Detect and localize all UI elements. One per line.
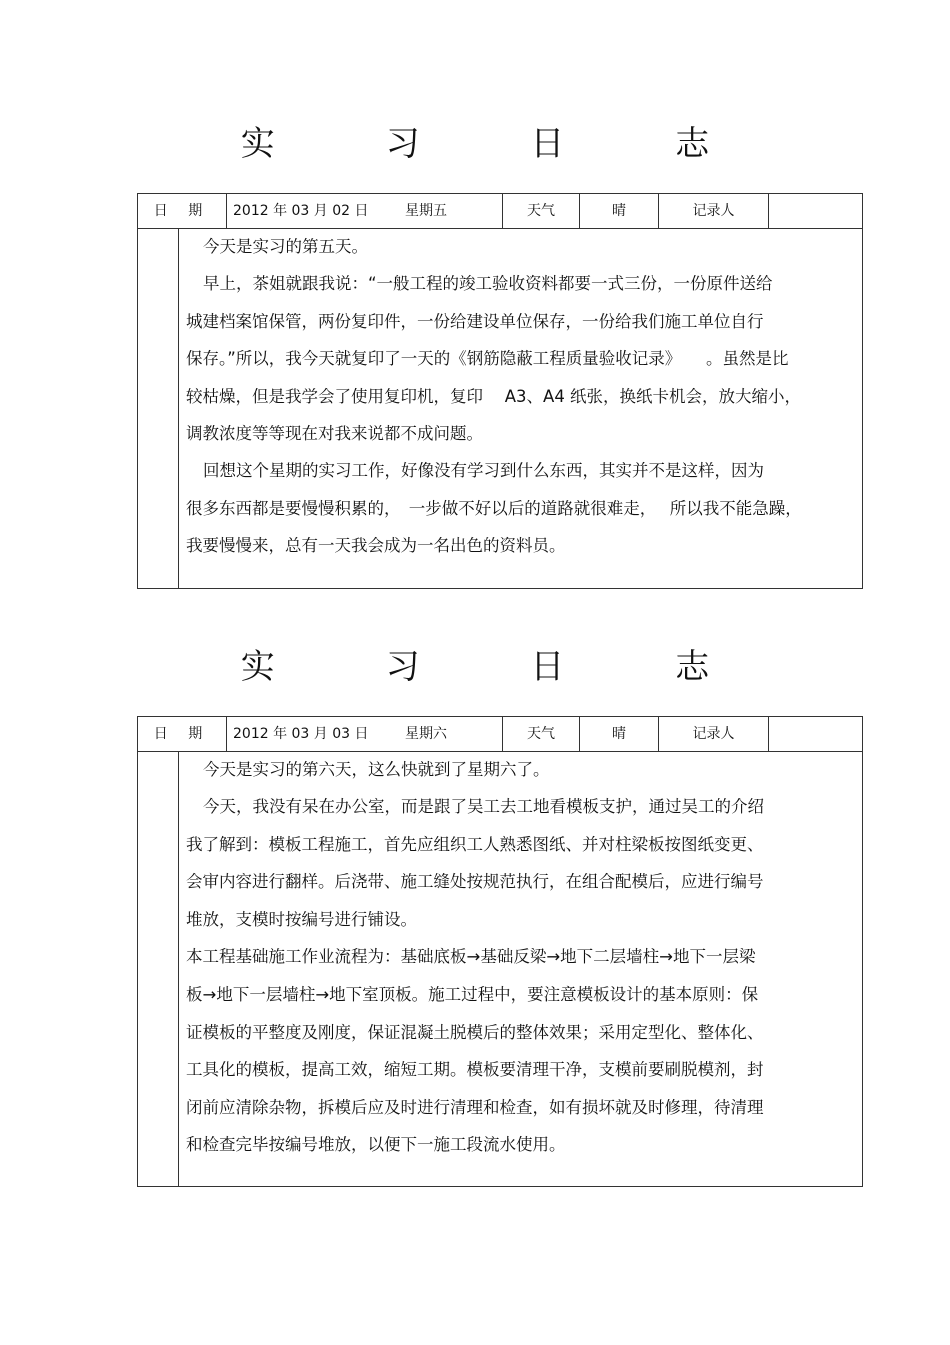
body-line: 本工程基础施工作业流程为：基础底板→基础反梁→地下二层墙柱→地下一层梁 (186, 947, 756, 966)
date-value: 2012 年 03 月 02 日 (233, 203, 369, 219)
header-row (138, 194, 862, 229)
body-line: 闭前应清除杂物，拆模后应及时进行清理和检查，如有损坏就及时修理，待清理 (186, 1098, 764, 1117)
entry-title: 实 习 日 志 (240, 124, 760, 164)
body-line: 我要慢慢来，总有一天我会成为一名出色的资料员。 (186, 536, 566, 555)
date-cell (227, 717, 503, 751)
recorder-label: 记录人 (659, 194, 769, 228)
date-cell (227, 194, 503, 228)
body-line: 保存。”所以，我今天就复印了一天的《钢筋隐蔽工程质量验收记录》 。虽然是比 (186, 349, 789, 368)
body-line: 较枯燥，但是我学会了使用复印机，复印 A3、A4 纸张，换纸卡机会，放大缩小， (186, 387, 802, 406)
body-line: 今天是实习的第五天。 (203, 237, 368, 256)
body-line: 很多东西都是要慢慢积累的， 一步做不好以后的道路就很难走， 所以我不能急躁， (186, 499, 802, 518)
recorder-value (769, 194, 862, 228)
body-line: 回想这个星期的实习工作，好像没有学习到什么东西，其实并不是这样，因为 (203, 461, 764, 480)
body-line: 我了解到：模板工程施工，首先应组织工人熟悉图纸、并对柱梁板按图纸变更、 (186, 835, 764, 854)
date-label: 日 期 (138, 194, 227, 228)
left-margin-column (138, 229, 179, 588)
date-label: 日 期 (138, 717, 227, 751)
weather-value: 晴 (580, 717, 659, 751)
body-line: 板→地下一层墙柱→地下室顶板。施工过程中，要注意模板设计的基本原则：保 (186, 985, 759, 1004)
log-sheet (137, 716, 863, 1187)
body-line: 今天，我没有呆在办公室，而是跟了吴工去工地看模板支护，通过吴工的介绍 (203, 797, 764, 816)
date-value: 2012 年 03 月 03 日 (233, 726, 369, 742)
weather-label: 天气 (503, 194, 580, 228)
body-line: 工具化的模板，提高工效，缩短工期。模板要清理干净，支模前要刷脱模剂，封 (186, 1060, 764, 1079)
body-line: 会审内容进行翻样。后浇带、施工缝处按规范执行，在组合配模后，应进行编号 (186, 872, 764, 891)
recorder-label: 记录人 (659, 717, 769, 751)
weather-label: 天气 (503, 717, 580, 751)
body-line: 城建档案馆保管，两份复印件，一份给建设单位保存，一份给我们施工单位自行 (186, 312, 764, 331)
weekday-value: 星期六 (405, 726, 447, 742)
header-row (138, 717, 862, 752)
weather-value: 晴 (580, 194, 659, 228)
recorder-value (769, 717, 862, 751)
left-margin-column (138, 752, 179, 1186)
weekday-value: 星期五 (405, 203, 447, 219)
body-line: 早上，茶姐就跟我说：“一般工程的竣工验收资料都要一式三份，一份原件送给 (203, 274, 773, 293)
body-line: 堆放，支模时按编号进行铺设。 (186, 910, 417, 929)
entry-body (186, 229, 856, 588)
body-line: 调教浓度等等现在对我来说都不成问题。 (186, 424, 483, 443)
body-line: 证模板的平整度及刚度，保证混凝土脱模后的整体效果；采用定型化、整体化、 (186, 1023, 764, 1042)
log-sheet (137, 193, 863, 589)
entry-title: 实 习 日 志 (240, 647, 760, 687)
entry-body (186, 752, 856, 1186)
body-line: 今天是实习的第六天，这么快就到了星期六了。 (203, 760, 550, 779)
body-line: 和检查完毕按编号堆放，以便下一施工段流水使用。 (186, 1135, 566, 1154)
